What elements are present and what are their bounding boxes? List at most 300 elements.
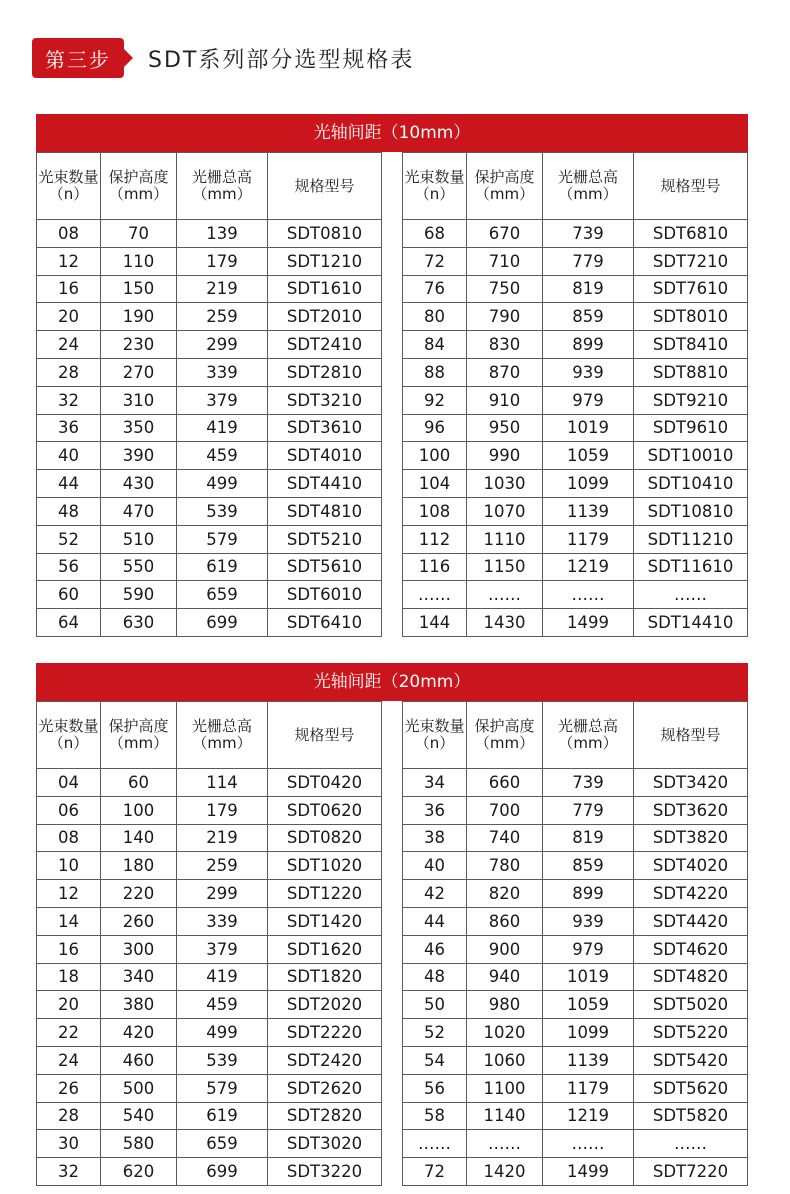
protect-height-cell: 70	[101, 220, 177, 248]
table-row	[37, 247, 382, 275]
protect-height-cell: ……	[467, 1130, 543, 1158]
beams-cell: 08	[37, 824, 101, 852]
total-height-cell: 1219	[543, 1102, 634, 1130]
beams-cell: 52	[37, 525, 101, 553]
model-cell: SDT6810	[634, 220, 748, 248]
total-height-cell: 579	[177, 1074, 268, 1102]
col-beams-header: 光束数量（n）	[403, 702, 467, 769]
beams-cell: 04	[37, 769, 101, 797]
spec-table-right	[402, 152, 748, 637]
protect-height-cell: 140	[101, 824, 177, 852]
beams-cell: 100	[403, 442, 467, 470]
model-cell: SDT4410	[268, 470, 382, 498]
model-cell: SDT1420	[268, 907, 382, 935]
table-row	[37, 1130, 382, 1158]
table-row	[403, 553, 748, 581]
protect-height-cell: 740	[467, 824, 543, 852]
beams-cell: 46	[403, 935, 467, 963]
model-cell: SDT5220	[634, 1019, 748, 1047]
protect-height-cell: 150	[101, 275, 177, 303]
beams-cell: ……	[403, 581, 467, 609]
table-row	[403, 414, 748, 442]
table-row	[37, 220, 382, 248]
model-cell: SDT7210	[634, 247, 748, 275]
protect-height-cell: 340	[101, 963, 177, 991]
model-cell: SDT4010	[268, 442, 382, 470]
beams-cell: 38	[403, 824, 467, 852]
col-beams-header: 光束数量（n）	[403, 153, 467, 220]
table-row	[37, 442, 382, 470]
beams-cell: 06	[37, 796, 101, 824]
model-cell: SDT5420	[634, 1046, 748, 1074]
beams-cell: 96	[403, 414, 467, 442]
table-row	[403, 1158, 748, 1186]
total-height-cell: 899	[543, 331, 634, 359]
total-height-cell: 379	[177, 935, 268, 963]
beams-cell: 54	[403, 1046, 467, 1074]
col-total-height-header: 光栅总高（mm）	[177, 702, 268, 769]
table-header-row	[403, 702, 748, 769]
table-row	[403, 1046, 748, 1074]
beams-cell: 34	[403, 769, 467, 797]
model-cell: SDT1610	[268, 275, 382, 303]
model-cell: SDT2020	[268, 991, 382, 1019]
protect-height-cell: 1140	[467, 1102, 543, 1130]
model-cell: SDT0810	[268, 220, 382, 248]
table-row	[37, 852, 382, 880]
model-cell: SDT11610	[634, 553, 748, 581]
total-height-cell: 859	[543, 303, 634, 331]
total-height-cell: 1179	[543, 525, 634, 553]
beams-cell: ……	[403, 1130, 467, 1158]
beams-cell: 08	[37, 220, 101, 248]
model-cell: SDT9210	[634, 386, 748, 414]
model-cell: SDT2010	[268, 303, 382, 331]
total-height-cell: 539	[177, 497, 268, 525]
model-cell: SDT7610	[634, 275, 748, 303]
model-cell: SDT11210	[634, 525, 748, 553]
table-row	[37, 769, 382, 797]
table-header-row	[37, 153, 382, 220]
total-height-cell: 419	[177, 414, 268, 442]
protect-height-cell: 580	[101, 1130, 177, 1158]
total-height-cell: 619	[177, 1102, 268, 1130]
model-cell: SDT14410	[634, 609, 748, 637]
table-row	[403, 581, 748, 609]
beams-cell: 16	[37, 935, 101, 963]
table-row	[37, 358, 382, 386]
model-cell: SDT1220	[268, 880, 382, 908]
total-height-cell: 699	[177, 609, 268, 637]
model-cell: SDT5820	[634, 1102, 748, 1130]
total-height-cell: 899	[543, 880, 634, 908]
protect-height-cell: 750	[467, 275, 543, 303]
total-height-cell: 179	[177, 247, 268, 275]
table-row	[37, 991, 382, 1019]
beams-cell: 36	[403, 796, 467, 824]
total-height-cell: 539	[177, 1046, 268, 1074]
model-cell: SDT4020	[634, 852, 748, 880]
model-cell: SDT3420	[634, 769, 748, 797]
model-cell: SDT4420	[634, 907, 748, 935]
table-row	[403, 991, 748, 1019]
protect-height-cell: 780	[467, 852, 543, 880]
col-model-header: 规格型号	[634, 153, 748, 220]
total-height-cell: 819	[543, 275, 634, 303]
table-row	[403, 331, 748, 359]
table-row	[403, 1130, 748, 1158]
model-cell: ……	[634, 581, 748, 609]
total-height-cell: 299	[177, 880, 268, 908]
table-row	[403, 275, 748, 303]
beams-cell: 42	[403, 880, 467, 908]
model-cell: SDT3820	[634, 824, 748, 852]
total-height-cell: 939	[543, 358, 634, 386]
model-cell: SDT0820	[268, 824, 382, 852]
table-row	[37, 1102, 382, 1130]
table-row	[403, 769, 748, 797]
model-cell: SDT6010	[268, 581, 382, 609]
beams-cell: 72	[403, 1158, 467, 1186]
model-cell: SDT1210	[268, 247, 382, 275]
table-row	[403, 963, 748, 991]
beams-cell: 68	[403, 220, 467, 248]
protect-height-cell: 950	[467, 414, 543, 442]
model-cell: SDT3610	[268, 414, 382, 442]
beams-cell: 12	[37, 880, 101, 908]
protect-height-cell: 830	[467, 331, 543, 359]
table-row	[37, 275, 382, 303]
protect-height-cell: 100	[101, 796, 177, 824]
beams-cell: 28	[37, 1102, 101, 1130]
model-cell: SDT4620	[634, 935, 748, 963]
table-row	[403, 386, 748, 414]
model-cell: SDT0620	[268, 796, 382, 824]
total-height-cell: 114	[177, 769, 268, 797]
table-row	[403, 907, 748, 935]
protect-height-cell: 910	[467, 386, 543, 414]
protect-height-cell: 180	[101, 852, 177, 880]
protect-height-cell: 1070	[467, 497, 543, 525]
total-height-cell: 459	[177, 442, 268, 470]
table-row	[37, 963, 382, 991]
beams-cell: 92	[403, 386, 467, 414]
beams-cell: 18	[37, 963, 101, 991]
model-cell: SDT2420	[268, 1046, 382, 1074]
beams-cell: 40	[37, 442, 101, 470]
table-row	[403, 470, 748, 498]
protect-height-cell: 300	[101, 935, 177, 963]
protect-height-cell: 500	[101, 1074, 177, 1102]
total-height-cell: 1139	[543, 1046, 634, 1074]
beams-cell: 14	[37, 907, 101, 935]
beams-cell: 88	[403, 358, 467, 386]
table-row	[403, 609, 748, 637]
beams-cell: 50	[403, 991, 467, 1019]
total-height-cell: 739	[543, 769, 634, 797]
col-model-header: 规格型号	[268, 702, 382, 769]
model-cell: SDT1820	[268, 963, 382, 991]
beams-cell: 72	[403, 247, 467, 275]
beams-cell: 64	[37, 609, 101, 637]
protect-height-cell: 630	[101, 609, 177, 637]
total-height-cell: ……	[543, 1130, 634, 1158]
beams-cell: 40	[403, 852, 467, 880]
model-cell: SDT3220	[268, 1158, 382, 1186]
protect-height-cell: 1150	[467, 553, 543, 581]
table-row	[403, 1102, 748, 1130]
col-model-header: 规格型号	[634, 702, 748, 769]
model-cell: SDT5020	[634, 991, 748, 1019]
model-cell: SDT7220	[634, 1158, 748, 1186]
table-row	[403, 796, 748, 824]
model-cell: SDT4810	[268, 497, 382, 525]
beams-cell: 56	[37, 553, 101, 581]
total-height-cell: 579	[177, 525, 268, 553]
beams-cell: 44	[403, 907, 467, 935]
total-height-cell: 699	[177, 1158, 268, 1186]
table-row	[37, 796, 382, 824]
total-height-cell: 779	[543, 247, 634, 275]
table-row	[37, 824, 382, 852]
beams-cell: 32	[37, 1158, 101, 1186]
col-protect-height-header: 保护高度（mm）	[101, 153, 177, 220]
col-beams-header: 光束数量（n）	[37, 153, 101, 220]
protect-height-cell: 540	[101, 1102, 177, 1130]
spec-block-20mm	[36, 663, 748, 1186]
model-cell: SDT8410	[634, 331, 748, 359]
total-height-cell: 219	[177, 275, 268, 303]
table-row	[403, 303, 748, 331]
total-height-cell: 1099	[543, 470, 634, 498]
spec-table-left	[36, 701, 382, 1186]
total-height-cell: 1099	[543, 1019, 634, 1047]
table-row	[37, 1019, 382, 1047]
total-height-cell: 459	[177, 991, 268, 1019]
model-cell: SDT8010	[634, 303, 748, 331]
protect-height-cell: 550	[101, 553, 177, 581]
total-height-cell: 1219	[543, 553, 634, 581]
step-badge: 第三步	[32, 38, 124, 78]
protect-height-cell: 310	[101, 386, 177, 414]
beams-cell: 44	[37, 470, 101, 498]
protect-height-cell: 670	[467, 220, 543, 248]
beams-cell: 116	[403, 553, 467, 581]
table-row	[37, 470, 382, 498]
model-cell: SDT5610	[268, 553, 382, 581]
beams-cell: 108	[403, 497, 467, 525]
protect-height-cell: 820	[467, 880, 543, 908]
col-protect-height-header: 保护高度（mm）	[467, 153, 543, 220]
total-height-cell: 1019	[543, 414, 634, 442]
total-height-cell: 1059	[543, 991, 634, 1019]
protect-height-cell: 940	[467, 963, 543, 991]
protect-height-cell: 980	[467, 991, 543, 1019]
spec-table-left	[36, 152, 382, 637]
model-cell: ……	[634, 1130, 748, 1158]
table-row	[37, 581, 382, 609]
protect-height-cell: 900	[467, 935, 543, 963]
total-height-cell: 739	[543, 220, 634, 248]
model-cell: SDT3210	[268, 386, 382, 414]
total-height-cell: 859	[543, 852, 634, 880]
protect-height-cell: 430	[101, 470, 177, 498]
protect-height-cell: 1030	[467, 470, 543, 498]
col-total-height-header: 光栅总高（mm）	[177, 153, 268, 220]
beams-cell: 30	[37, 1130, 101, 1158]
protect-height-cell: 470	[101, 497, 177, 525]
total-height-cell: 419	[177, 963, 268, 991]
spec-table-right	[402, 701, 748, 1186]
model-cell: SDT2620	[268, 1074, 382, 1102]
model-cell: SDT4820	[634, 963, 748, 991]
table-row	[403, 880, 748, 908]
table-row	[37, 414, 382, 442]
protect-height-cell: 60	[101, 769, 177, 797]
model-cell: SDT4220	[634, 880, 748, 908]
beams-cell: 20	[37, 303, 101, 331]
table-row	[37, 525, 382, 553]
protect-height-cell: ……	[467, 581, 543, 609]
protect-height-cell: 620	[101, 1158, 177, 1186]
beams-cell: 12	[37, 247, 101, 275]
beams-cell: 22	[37, 1019, 101, 1047]
beams-cell: 80	[403, 303, 467, 331]
total-height-cell: 219	[177, 824, 268, 852]
col-beams-header: 光束数量（n）	[37, 702, 101, 769]
beams-cell: 48	[403, 963, 467, 991]
total-height-cell: 379	[177, 386, 268, 414]
beams-cell: 28	[37, 358, 101, 386]
model-cell: SDT3020	[268, 1130, 382, 1158]
total-height-cell: 339	[177, 907, 268, 935]
total-height-cell: 1179	[543, 1074, 634, 1102]
table-row	[37, 1158, 382, 1186]
protect-height-cell: 420	[101, 1019, 177, 1047]
table-row	[37, 553, 382, 581]
protect-height-cell: 1100	[467, 1074, 543, 1102]
protect-height-cell: 1060	[467, 1046, 543, 1074]
page-title: SDT系列部分选型规格表	[148, 47, 415, 73]
protect-height-cell: 110	[101, 247, 177, 275]
model-cell: SDT3620	[634, 796, 748, 824]
beams-cell: 26	[37, 1074, 101, 1102]
table-row	[403, 1019, 748, 1047]
spec-block-title: 光轴间距（10mm）	[36, 114, 748, 152]
section-header	[32, 38, 414, 78]
protect-height-cell: 190	[101, 303, 177, 331]
protect-height-cell: 1430	[467, 609, 543, 637]
total-height-cell: 619	[177, 553, 268, 581]
total-height-cell: 339	[177, 358, 268, 386]
protect-height-cell: 990	[467, 442, 543, 470]
protect-height-cell: 790	[467, 303, 543, 331]
table-row	[403, 497, 748, 525]
beams-cell: 84	[403, 331, 467, 359]
protect-height-cell: 710	[467, 247, 543, 275]
protect-height-cell: 230	[101, 331, 177, 359]
total-height-cell: 1139	[543, 497, 634, 525]
col-total-height-header: 光栅总高（mm）	[543, 153, 634, 220]
table-row	[37, 907, 382, 935]
model-cell: SDT0420	[268, 769, 382, 797]
beams-cell: 58	[403, 1102, 467, 1130]
model-cell: SDT2810	[268, 358, 382, 386]
model-cell: SDT1020	[268, 852, 382, 880]
col-model-header: 规格型号	[268, 153, 382, 220]
model-cell: SDT2220	[268, 1019, 382, 1047]
protect-height-cell: 510	[101, 525, 177, 553]
table-row	[403, 220, 748, 248]
total-height-cell: 299	[177, 331, 268, 359]
table-row	[403, 247, 748, 275]
beams-cell: 52	[403, 1019, 467, 1047]
model-cell: SDT5210	[268, 525, 382, 553]
total-height-cell: 259	[177, 852, 268, 880]
total-height-cell: 779	[543, 796, 634, 824]
protect-height-cell: 220	[101, 880, 177, 908]
table-row	[403, 525, 748, 553]
col-total-height-header: 光栅总高（mm）	[543, 702, 634, 769]
beams-cell: 144	[403, 609, 467, 637]
beams-cell: 24	[37, 331, 101, 359]
col-protect-height-header: 保护高度（mm）	[467, 702, 543, 769]
protect-height-cell: 660	[467, 769, 543, 797]
table-row	[37, 497, 382, 525]
total-height-cell: 939	[543, 907, 634, 935]
total-height-cell: 1499	[543, 609, 634, 637]
protect-height-cell: 590	[101, 581, 177, 609]
beams-cell: 24	[37, 1046, 101, 1074]
beams-cell: 112	[403, 525, 467, 553]
model-cell: SDT10010	[634, 442, 748, 470]
table-row	[37, 331, 382, 359]
protect-height-cell: 1110	[467, 525, 543, 553]
total-height-cell: 259	[177, 303, 268, 331]
table-row	[37, 1046, 382, 1074]
model-cell: SDT5620	[634, 1074, 748, 1102]
total-height-cell: 979	[543, 935, 634, 963]
model-cell: SDT10410	[634, 470, 748, 498]
protect-height-cell: 860	[467, 907, 543, 935]
beams-cell: 16	[37, 275, 101, 303]
beams-cell: 20	[37, 991, 101, 1019]
table-row	[37, 609, 382, 637]
model-cell: SDT2410	[268, 331, 382, 359]
table-row	[403, 824, 748, 852]
protect-height-cell: 390	[101, 442, 177, 470]
total-height-cell: 179	[177, 796, 268, 824]
beams-cell: 60	[37, 581, 101, 609]
table-row	[37, 1074, 382, 1102]
table-header-row	[403, 153, 748, 220]
table-row	[37, 935, 382, 963]
table-row	[403, 852, 748, 880]
spec-block-10mm	[36, 114, 748, 637]
table-row	[37, 303, 382, 331]
total-height-cell: 659	[177, 581, 268, 609]
beams-cell: 104	[403, 470, 467, 498]
total-height-cell: 1499	[543, 1158, 634, 1186]
table-row	[403, 358, 748, 386]
beams-cell: 10	[37, 852, 101, 880]
protect-height-cell: 1420	[467, 1158, 543, 1186]
model-cell: SDT8810	[634, 358, 748, 386]
beams-cell: 32	[37, 386, 101, 414]
spec-block-title: 光轴间距（20mm）	[36, 663, 748, 701]
total-height-cell: 659	[177, 1130, 268, 1158]
beams-cell: 48	[37, 497, 101, 525]
